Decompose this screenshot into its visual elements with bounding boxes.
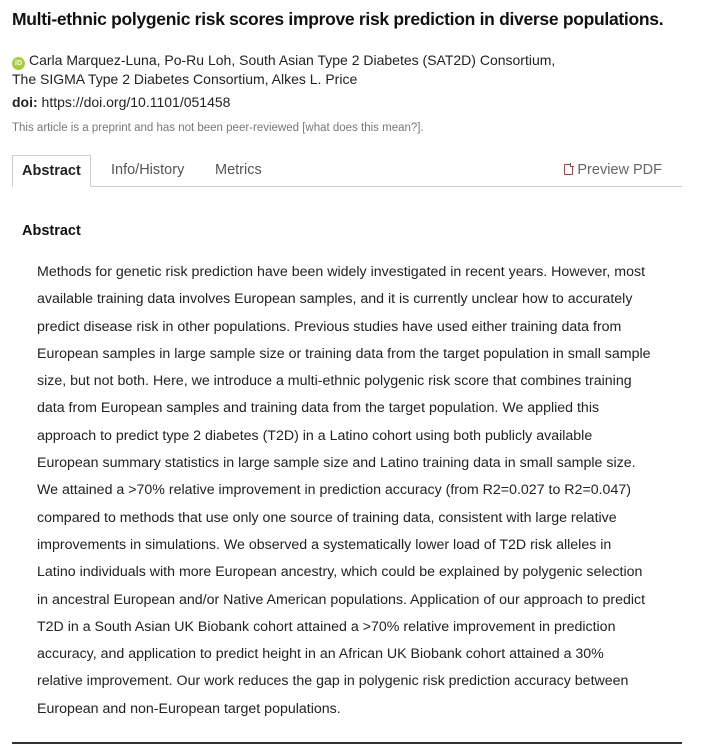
- abstract-line: approach to predict type 2 diabetes (T2D) in a Latino cohort using both publicly available: [37, 427, 593, 444]
- author-line-2[interactable]: The SIGMA Type 2 Diabetes Consortium, Alkes L. Price: [12, 71, 358, 87]
- abstract-line: data from European samples and training data from the target population. We applied this: [37, 400, 600, 417]
- preview-pdf-label: Preview PDF: [577, 162, 662, 178]
- abstract-line: in ancestral European and/or Native American populations. Application of our approach to predict: [37, 591, 646, 608]
- article-tabs: [12, 155, 682, 187]
- abstract-line: relative improvement. Our work reduces the gap in polygenic risk prediction accuracy between: [37, 673, 629, 690]
- section-divider: [12, 742, 682, 744]
- doi-link[interactable]: https://doi.org/10.1101/051458: [41, 94, 231, 110]
- orcid-icon[interactable]: iD: [12, 57, 25, 70]
- abstract-line: size, but not both. Here, we introduce a multi-ethnic polygenic risk score that combines training: [37, 373, 632, 390]
- preprint-notice[interactable]: This article is a preprint and has not been peer-reviewed [what does this mean?].: [12, 122, 424, 134]
- doi-row: [12, 93, 230, 111]
- abstract-line: improvements in simulations. We observed a systematically lower load of T2D risk alleles in: [37, 536, 612, 553]
- abstract-line: Methods for genetic risk prediction have been widely investigated in recent years. However, most: [37, 264, 646, 280]
- abstract-line: European and non-European target populations.: [37, 700, 341, 717]
- pdf-file-icon: [564, 164, 573, 175]
- abstract-line: European samples in large sample size or training data from the target population in small sample: [37, 345, 651, 362]
- tab-info-history[interactable]: Info/History: [111, 162, 185, 178]
- abstract-line: Latino individuals with more European ancestry, which could be explained by polygenic selection: [37, 564, 643, 581]
- doi-label: doi:: [12, 94, 38, 110]
- abstract-line: T2D in a South Asian UK Biobank cohort attained a >70% relative improvement in prediction: [37, 618, 616, 635]
- author-list: [12, 51, 612, 88]
- authors-text-1[interactable]: Carla Marquez-Luna, Po-Ru Loh, South Asian Type 2 Diabetes (SAT2D) Consortium,: [29, 52, 556, 68]
- abstract-line: available training data involves European samples, and it is currently unclear how to accurately: [37, 291, 633, 308]
- abstract-line: European summary statistics in large sample size and Latino training data in small sample size.: [37, 455, 636, 472]
- abstract-line: accuracy, and application to predict height in an African UK Biobank cohort attained a 30%: [37, 646, 604, 663]
- article-title: Multi-ethnic polygenic risk scores improve risk prediction in diverse populations.: [12, 9, 664, 29]
- abstract-line: compared to methods that use only one source of training data, consistent with large relative: [37, 509, 617, 526]
- abstract-heading: Abstract: [22, 223, 81, 239]
- author-line-1: [12, 51, 612, 70]
- abstract-text: [37, 259, 677, 723]
- tab-metrics[interactable]: Metrics: [215, 162, 262, 178]
- tab-abstract[interactable]: Abstract: [12, 155, 91, 187]
- abstract-line: We attained a >70% relative improvement in prediction accuracy (from R2=0.027 to R2=0.047): [37, 482, 631, 499]
- abstract-line: predict disease risk in other populations. Previous studies have used either training data from: [37, 318, 622, 335]
- preview-pdf-button[interactable]: [564, 155, 662, 185]
